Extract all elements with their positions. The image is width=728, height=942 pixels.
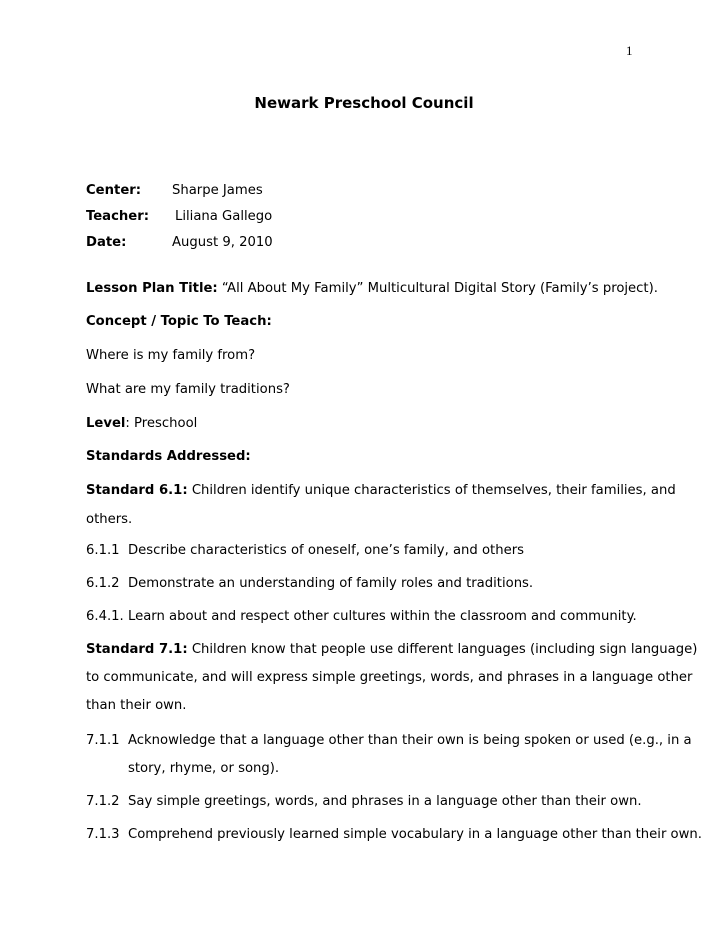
- date-value: August 9, 2010: [172, 235, 273, 250]
- item-number: 6.4.1.: [86, 609, 124, 624]
- item-number: 7.1.2: [86, 794, 120, 809]
- teacher-value: Liliana Gallego: [175, 209, 273, 224]
- item-number: 6.1.1: [86, 543, 120, 558]
- standard-6-1-label: Standard 6.1:: [86, 483, 188, 498]
- standard-6-1-text-2: others.: [86, 512, 133, 527]
- center-value: Sharpe James: [172, 183, 263, 198]
- level-label: Level: [86, 416, 126, 431]
- item-text: Comprehend previously learned simple vocabulary in a language other than their own.: [128, 827, 702, 842]
- standard-7-1-text-3: than their own.: [86, 698, 187, 713]
- level-line: [86, 416, 197, 431]
- concept-question-2: What are my family traditions?: [86, 382, 290, 397]
- standard-7-1-label: Standard 7.1:: [86, 642, 188, 657]
- item-number: 7.1.1: [86, 733, 120, 748]
- item-text: Demonstrate an understanding of family roles and traditions.: [128, 576, 534, 591]
- item-number: 6.1.2: [86, 576, 120, 591]
- standard-7-1-text-1: Children know that people use different languages (including sign language): [191, 642, 698, 657]
- standard-6-1-text-1: Children identify unique characteristics of themselves, their families, and: [191, 483, 676, 498]
- lesson-plan-title-line: [86, 281, 658, 296]
- item-text: Learn about and respect other cultures within the classroom and community.: [128, 609, 637, 624]
- standard-6-1-line-1: [86, 483, 676, 498]
- standard-7-1-text-2: to communicate, and will express simple greetings, words, and phrases in a language other: [86, 670, 693, 685]
- item-text: Describe characteristics of oneself, one’s family, and others: [128, 543, 524, 558]
- item-text: story, rhyme, or song).: [128, 761, 280, 776]
- lesson-plan-title-label: Lesson Plan Title:: [86, 281, 218, 296]
- page-number: 1: [626, 43, 633, 58]
- item-text: Say simple greetings, words, and phrases in a language other than their own.: [128, 794, 642, 809]
- standard-7-1-line-1: [86, 642, 697, 657]
- level-value: : Preschool: [125, 416, 198, 431]
- date-label: Date:: [86, 235, 127, 250]
- concept-heading: Concept / Topic To Teach:: [86, 314, 272, 329]
- teacher-label: Teacher:: [86, 209, 150, 224]
- item-text: Acknowledge that a language other than their own is being spoken or used (e.g., in a: [128, 733, 692, 748]
- standards-heading: Standards Addressed:: [86, 449, 251, 464]
- lesson-plan-title-value: “All About My Family” Multicultural Digital Story (Family’s project).: [221, 281, 658, 296]
- item-number: 7.1.3: [86, 827, 120, 842]
- center-label: Center:: [86, 183, 142, 198]
- document-title: Newark Preschool Council: [254, 94, 474, 112]
- concept-question-1: Where is my family from?: [86, 348, 256, 363]
